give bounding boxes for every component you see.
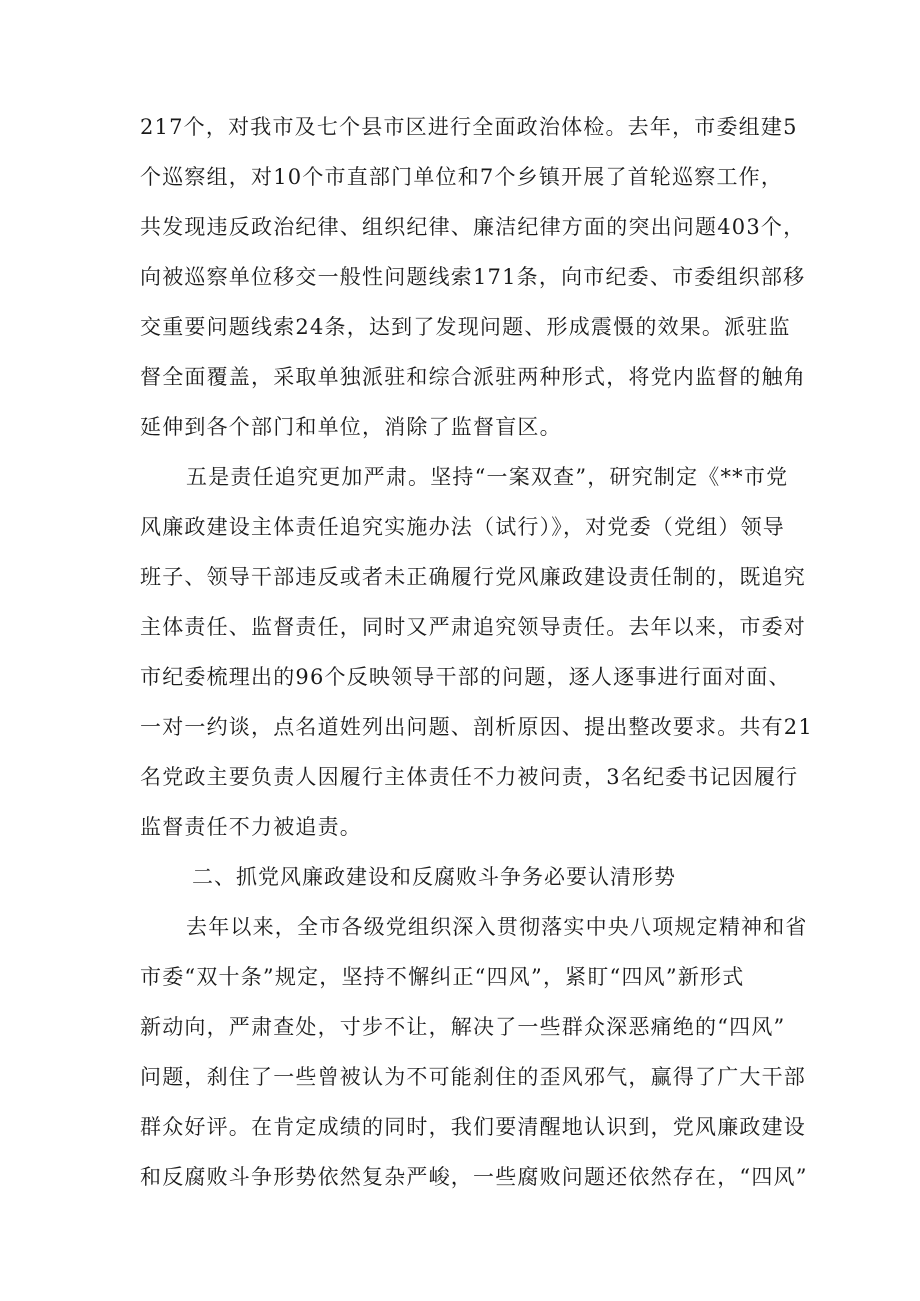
paragraph-2-line-5: 市纪委梳理出的96个反映领导干部的问题，逐人逐事进行面对面、: [140, 665, 791, 689]
paragraph-3-line-2: 市委“双十条”规定，坚持不懈纠正“四风”，紧盯“四风”新形式: [140, 965, 745, 989]
paragraph-2-line-4: 主体责任、监督责任，同时又严肃追究领导责任。去年以来，市委对: [140, 615, 806, 639]
paragraph-2-line-2: 风廉政建设主体责任追究实施办法（试行）》，对党委（党组）领导: [140, 515, 785, 539]
paragraph-3-line-1: 去年以来，全市各级党组织深入贯彻落实中央八项规定精神和省: [186, 915, 808, 939]
paragraph-1-line-7: 延伸到各个部门和单位，消除了监督盲区。: [140, 415, 562, 439]
paragraph-2-line-7: 名党政主要负责人因履行主体责任不力被问责，3名纪委书记因履行: [140, 765, 799, 789]
paragraph-3-line-6: 和反腐败斗争形势依然复杂严峻，一些腐败问题还依然存在，“四风”: [140, 1165, 808, 1189]
paragraph-1-line-4: 向被巡察单位移交一般性问题线索171条，向市纪委、市委组织部移: [140, 265, 806, 289]
paragraph-3-line-3: 新动向，严肃查处，寸步不让，解决了一些群众深恶痛绝的“四风”: [140, 1015, 786, 1039]
paragraph-3-line-5: 群众好评。在肯定成绩的同时，我们要清醒地认识到，党风廉政建设: [140, 1115, 806, 1139]
paragraph-1-line-3: 共发现违反政治纪律、组织纪律、廉洁纪律方面的突出问题403个，: [140, 215, 806, 239]
section-heading: 二、抓党风廉政建设和反腐败斗争务必要认清形势: [192, 865, 676, 889]
paragraph-1-line-2: 个巡察组，对10个市直部门单位和7个乡镇开展了首轮巡察工作，: [140, 165, 784, 189]
paragraph-1-line-1: 217个，对我市及七个县市区进行全面政治体检。去年，市委组建5: [140, 115, 798, 139]
paragraph-2-line-6: 一对一约谈，点名道姓列出问题、剖析原因、提出整改要求。共有21: [140, 715, 813, 739]
paragraph-2-line-3: 班子、领导干部违反或者未正确履行党风廉政建设责任制的，既追究: [140, 565, 806, 589]
paragraph-2-line-8: 监督责任不力被追责。: [140, 815, 362, 839]
paragraph-1-line-6: 督全面覆盖，采取单独派驻和综合派驻两种形式，将党内监督的触角: [140, 365, 806, 389]
paragraph-2-line-1: 五是责任追究更加严肃。坚持“一案双查”，研究制定《**市党: [186, 465, 789, 489]
paragraph-1-line-5: 交重要问题线索24条，达到了发现问题、形成震慑的效果。派驻监: [140, 315, 791, 339]
paragraph-3-line-4: 问题，刹住了一些曾被认为不可能刹住的歪风邪气，赢得了广大干部: [140, 1065, 806, 1089]
